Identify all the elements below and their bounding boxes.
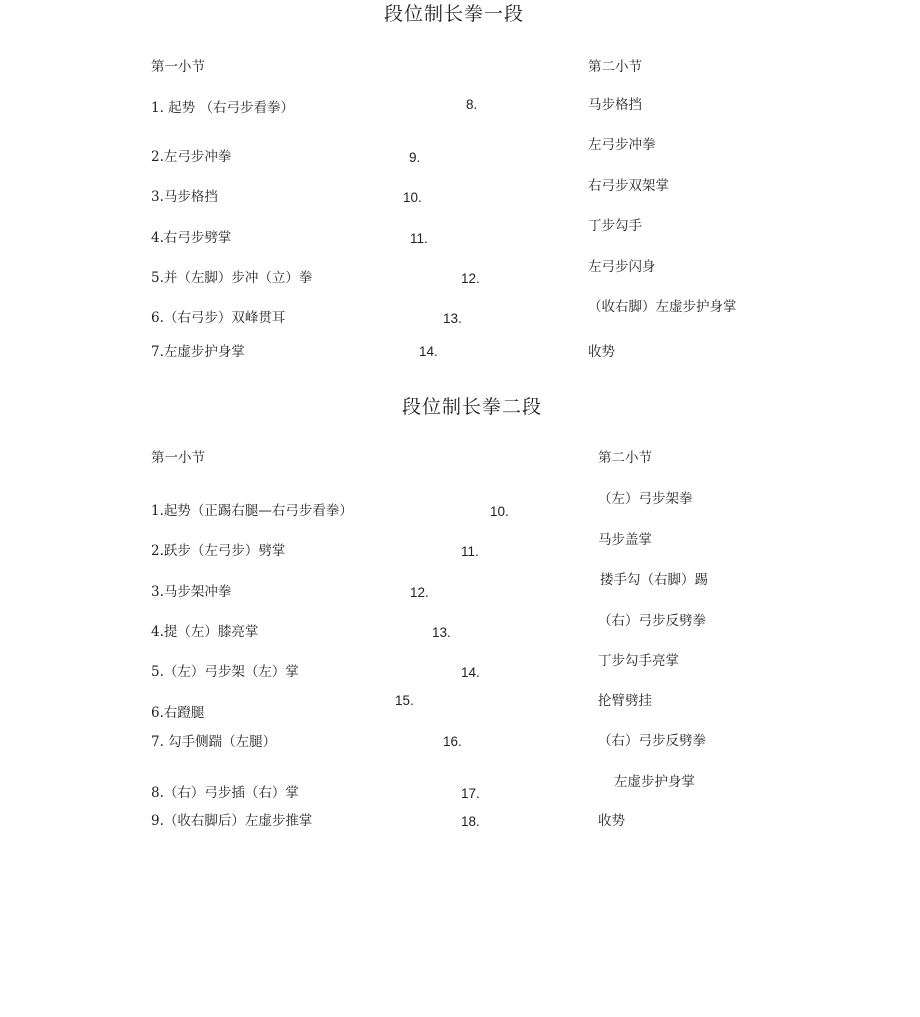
part2-mid-number: 10.	[490, 504, 509, 519]
part1-mid-number: 11.	[410, 231, 428, 246]
part2-left-item: 4.提（左）膝亮掌	[151, 624, 259, 640]
part2-right-header: 第二小节	[598, 450, 652, 466]
part1-mid-number: 12.	[461, 271, 480, 286]
part2-right-item: （右）弓步反劈拳	[598, 613, 706, 629]
part1-right-header: 第二小节	[588, 59, 642, 75]
part1-right-item: 右弓步双架掌	[588, 178, 669, 194]
part2-right-item: （左）弓步架拳	[598, 491, 693, 507]
part2-mid-number: 14.	[461, 665, 480, 680]
part1-left-item: 7.左虚步护身掌	[151, 344, 245, 360]
part1-right-item: 收势	[588, 344, 615, 360]
part1-mid-number: 8.	[466, 97, 478, 112]
part2-right-item: （右）弓步反劈拳	[598, 733, 706, 749]
part2-right-item: 搂手勾（右脚）踢	[600, 572, 708, 588]
part2-mid-number: 11.	[461, 544, 479, 559]
part1-right-item: 丁步勾手	[588, 218, 642, 234]
part1-left-item: 4.右弓步劈掌	[151, 230, 232, 246]
part1-mid-number: 14.	[419, 344, 438, 359]
part1-right-item: 左弓步闪身	[588, 259, 656, 275]
part2-right-item: 丁步勾手亮掌	[598, 653, 679, 669]
part1-left-item: 3.马步格挡	[151, 189, 218, 205]
part2-left-item: 9.（收右脚后）左虚步推掌	[151, 813, 313, 829]
part1-left-item: 2.左弓步冲拳	[151, 149, 232, 165]
part2-mid-number: 13.	[432, 625, 451, 640]
part1-right-item: 马步格挡	[588, 97, 642, 113]
part1-title: 段位制长拳一段	[384, 3, 525, 25]
part2-mid-number: 17.	[461, 786, 480, 801]
part2-left-item: 7. 勾手侧踹（左腿）	[151, 734, 277, 750]
part2-mid-number: 16.	[443, 734, 462, 749]
part2-left-item: 5.（左）弓步架（左）掌	[151, 664, 299, 680]
part2-left-item: 8.（右）弓步插（右）掌	[151, 785, 299, 801]
part1-mid-number: 13.	[443, 311, 462, 326]
part1-left-item: 5.并（左脚）步冲（立）拳	[151, 270, 313, 286]
part2-mid-number: 12.	[410, 585, 429, 600]
part1-left-header: 第一小节	[151, 59, 205, 75]
part1-left-item: 6.（右弓步）双峰贯耳	[151, 310, 286, 326]
part1-left-item: 1. 起势 （右弓步看拳）	[151, 100, 294, 116]
part2-mid-number: 18.	[461, 814, 480, 829]
part1-right-item: （收右脚）左虚步护身掌	[588, 299, 737, 315]
part2-mid-number: 15.	[395, 693, 414, 708]
part2-right-item: 马步盖掌	[598, 532, 652, 548]
part2-left-item: 3.马步架冲拳	[151, 584, 232, 600]
part2-right-item: 收势	[598, 813, 625, 829]
part2-left-item: 1.起势（正踢右腿—右弓步看拳）	[151, 503, 353, 519]
part2-left-header: 第一小节	[151, 450, 205, 466]
part2-title: 段位制长拳二段	[402, 396, 543, 418]
part2-right-item: 左虚步护身掌	[614, 774, 695, 790]
part1-mid-number: 9.	[409, 150, 421, 165]
part2-right-item: 抡臂劈挂	[598, 693, 652, 709]
part1-right-item: 左弓步冲拳	[588, 137, 656, 153]
part2-left-item: 2.跃步（左弓步）劈掌	[151, 543, 286, 559]
part1-mid-number: 10.	[403, 190, 422, 205]
part2-left-item: 6.右蹬腿	[151, 705, 205, 721]
